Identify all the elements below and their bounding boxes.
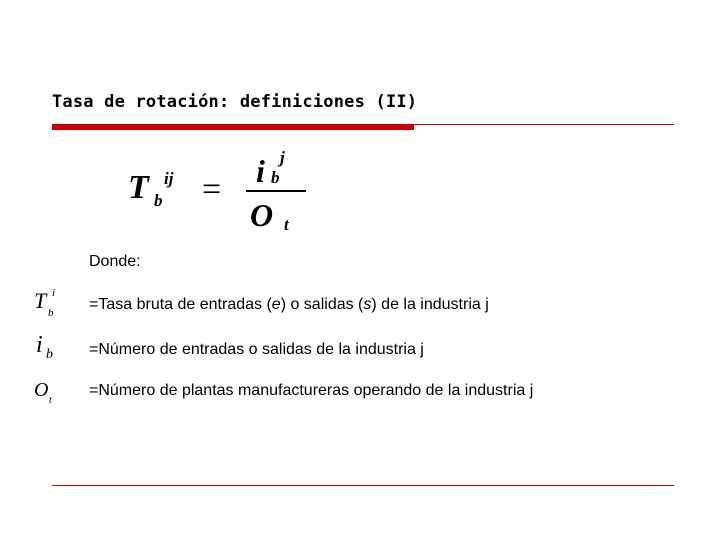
definition-gross-rate-mid: ) o salidas (	[280, 296, 364, 313]
formula-lhs-sub: b	[154, 191, 163, 210]
title-underline-thin	[414, 124, 674, 125]
symbol-entries-count-base: i	[36, 332, 43, 358]
symbol-entries-count	[26, 330, 70, 364]
symbol-gross-rate-sup: i	[52, 287, 56, 299]
formula-lhs-base: T	[128, 169, 149, 206]
turnover-rate-formula	[124, 146, 324, 236]
symbol-gross-rate	[26, 286, 70, 320]
title-underline-thick	[52, 124, 414, 130]
formula-numerator-sub: b	[271, 168, 280, 187]
symbol-entries-count-sub: b	[46, 347, 53, 362]
symbol-gross-rate-sub: b	[48, 307, 54, 319]
definition-entries-count: =Número de entradas o salidas de la industria j	[89, 341, 424, 358]
definition-plants-count: =Número de plantas manufactureras operando de la industria j	[89, 382, 534, 399]
symbol-gross-rate-base: T	[34, 288, 47, 313]
slide-title: Tasa de rotación: definiciones (II)	[52, 92, 418, 112]
definition-gross-rate	[89, 296, 489, 314]
symbol-plants-count-base: O	[34, 379, 49, 401]
formula-equals: =	[202, 171, 222, 208]
formula-numerator-sup: j	[280, 148, 285, 167]
formula-numerator-base: i	[256, 153, 265, 189]
definition-gross-rate-s: s	[363, 296, 372, 313]
formula-lhs-sup: ij	[164, 169, 174, 188]
footer-rule	[52, 485, 674, 486]
definition-gross-rate-pre: =Tasa bruta de entradas (	[89, 296, 272, 313]
formula-denominator-sub: t	[284, 215, 289, 234]
symbol-plants-count-sub: t	[49, 395, 52, 406]
definition-gross-rate-e: e	[271, 296, 281, 313]
symbol-plants-count	[26, 376, 70, 410]
definitions-intro: Donde:	[89, 253, 141, 270]
formula-denominator-base: O	[250, 197, 274, 233]
definition-gross-rate-post: ) de la industria j	[371, 296, 489, 313]
